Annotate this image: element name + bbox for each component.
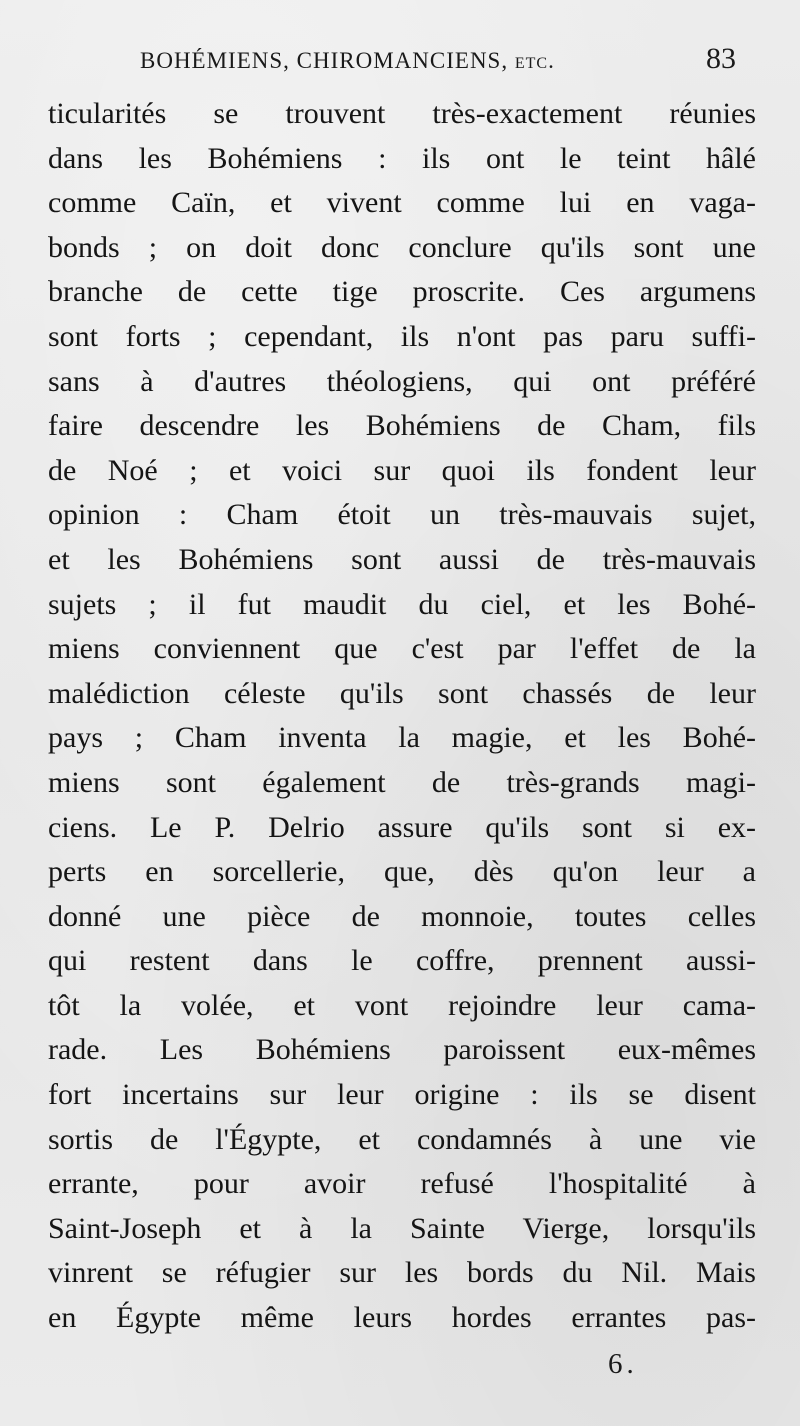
text-line: tôt la volée, et vont rejoindre leur cama- — [48, 988, 756, 1022]
text-line: ciens. Le P. Delrio assure qu'ils sont si ex- — [48, 810, 756, 844]
text-line: Saint-Joseph et à la Sainte Vierge, lorsqu'ils — [48, 1211, 756, 1245]
text-line: pays ; Cham inventa la magie, et les Bohé- — [48, 721, 756, 755]
text-line: comme Caïn, et vivent comme lui en vaga- — [48, 186, 756, 220]
text-line: faire descendre les Bohémiens de Cham, fils — [48, 409, 756, 443]
text-line: perts en sorcellerie, que, dès qu'on leur a — [48, 855, 756, 889]
text-line: et les Bohémiens sont aussi de très-mauvais — [48, 542, 756, 576]
text-line: de Noé ; et voici sur quoi ils fondent leur — [48, 453, 756, 487]
text-line: sujets ; il fut maudit du ciel, et les Bohé- — [48, 587, 756, 621]
text-line: en Égypte même leurs hordes errantes pas- — [48, 1301, 756, 1335]
text-line: sans à d'autres théologiens, qui ont préféré — [48, 364, 756, 398]
text-line: ticularités se trouvent très-exactement réunies — [48, 97, 756, 130]
text-line: sortis de l'Égypte, et condamnés à une vie — [48, 1122, 756, 1156]
text-line: vinrent se réfugier sur les bords du Nil. Mais — [48, 1256, 756, 1290]
text-line: malédiction céleste qu'ils sont chassés de leur — [48, 676, 756, 710]
text-line: miens sont également de très-grands magi- — [48, 765, 756, 799]
page-number: 83 — [706, 42, 736, 75]
text-line: branche de cette tige proscrite. Ces argumens — [48, 275, 756, 309]
text-line: dans les Bohémiens : ils ont le teint hâlé — [48, 141, 756, 175]
text-line: fort incertains sur leur origine : ils se disent — [48, 1078, 756, 1112]
text-line: opinion : Cham étoit un très-mauvais sujet, — [48, 498, 756, 532]
text-line: bonds ; on doit donc conclure qu'ils sont une — [48, 230, 756, 264]
text-line: donné une pièce de monnoie, toutes celles — [48, 899, 756, 933]
text-line: sont forts ; cependant, ils n'ont pas paru suffi- — [48, 319, 756, 353]
running-head — [0, 42, 800, 82]
running-title: BOHÉMIENS, CHIROMANCIENS, etc. — [140, 48, 555, 73]
text-line: qui restent dans le coffre, prennent aussi- — [48, 944, 756, 978]
text-line: rade. Les Bohémiens paroissent eux-mêmes — [48, 1033, 756, 1067]
text-line: errante, pour avoir refusé l'hospitalité à — [48, 1167, 756, 1201]
signature-mark: 6. — [608, 1348, 638, 1380]
text-line: miens conviennent que c'est par l'effet de la — [48, 632, 756, 666]
body-text — [48, 92, 756, 1341]
